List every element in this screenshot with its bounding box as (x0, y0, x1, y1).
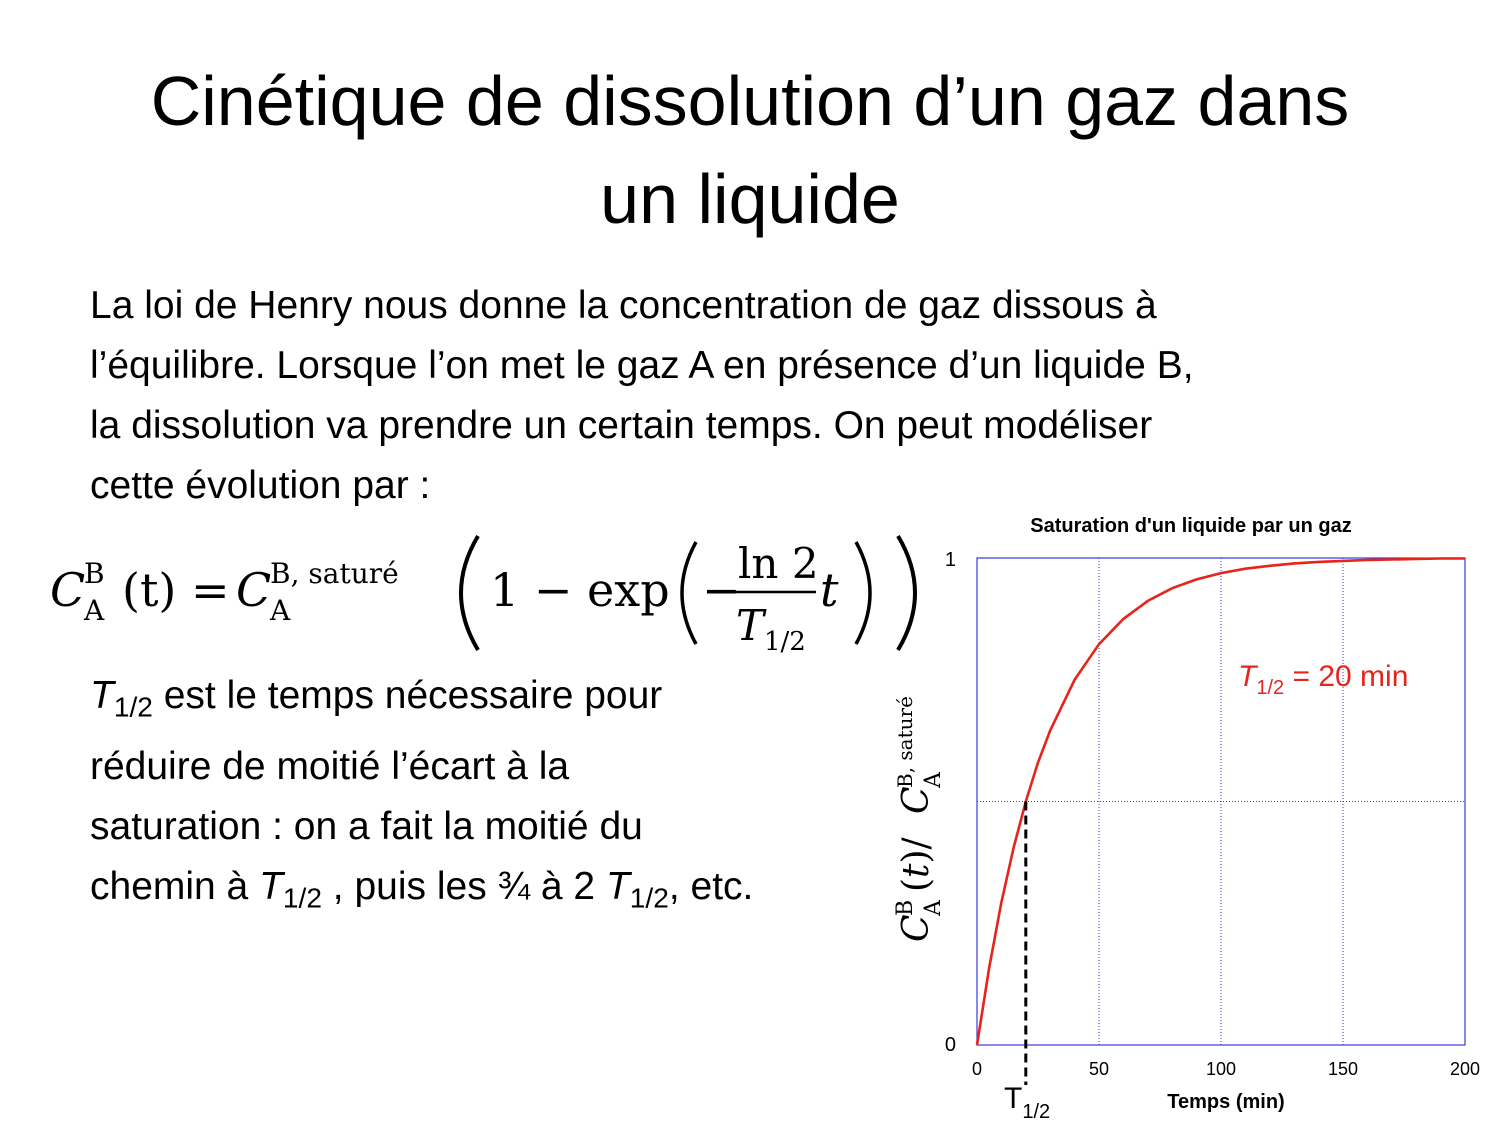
slide-title-line-2: un liquide (600, 160, 900, 238)
y-tick-labels (945, 549, 956, 1056)
desc-line-4-a: chemin à (90, 865, 260, 909)
formula-outer-paren-left (461, 536, 478, 650)
y-label-super-saturated: B, saturé (893, 696, 917, 788)
slide-title (0, 52, 1500, 248)
formula-one-minus-exp: 1 − exp (490, 563, 670, 617)
annotation-t: T (1238, 660, 1257, 693)
annotation-value: = 20 min (1284, 660, 1409, 693)
y-label-t-slash: (t)/ (896, 837, 937, 892)
annotation-sub: 1/2 (1256, 677, 1285, 699)
formula-super-saturated: B, saturé (270, 557, 399, 590)
desc-line-4 (90, 857, 870, 928)
desc-t-symbol-3: T (605, 865, 630, 909)
formula-denominator-sub: 1/2 (764, 627, 806, 657)
chart-title: Saturation d'un liquide par un gaz (1030, 515, 1352, 537)
intro-paragraph (90, 276, 1420, 516)
formula-numerator: ln 2 (738, 539, 819, 588)
axis-label-t: T (1004, 1082, 1023, 1115)
y-tick-label: 1 (944, 549, 956, 571)
x-tick-label: 50 (1088, 1059, 1110, 1079)
y-axis-label (893, 696, 946, 942)
formula-t-arg: (t) = (122, 563, 230, 617)
x-tick-label: 0 (971, 1059, 983, 1079)
henry-kinetics-formula (48, 528, 928, 658)
desc-line-4-b: , puis les ¾ à 2 (321, 865, 606, 909)
y-label-sub-a-2: A (921, 772, 946, 788)
saturation-chart (870, 500, 1490, 1125)
x-tick-labels (972, 1059, 1480, 1079)
formula-denominator-t: T (736, 601, 765, 650)
desc-t-sub-2: 1/2 (282, 882, 322, 914)
desc-line-1-text: est le temps nécessaire pour (152, 674, 663, 717)
y-label-sub-a: A (921, 900, 946, 916)
half-time-description (90, 666, 870, 929)
y-tick-label: 0 (944, 1034, 956, 1056)
saturation-chart-svg (870, 500, 1490, 1125)
desc-line-2: réduire de moitié l’écart à la (90, 745, 570, 789)
slide-title-line-1: Cinétique de dissolution d’un gaz dans (150, 62, 1350, 140)
formula-t-var: t (820, 563, 839, 617)
formula-sub-a-right: A (270, 594, 291, 627)
desc-line-3: saturation : on a fait la moitié du (90, 805, 643, 849)
formula-svg (48, 528, 928, 658)
x-tick-label: 150 (1327, 1059, 1359, 1079)
intro-line-4: cette évolution par : (90, 464, 431, 507)
formula-inner-paren-right (856, 542, 870, 644)
formula-super-b-left: B (84, 557, 105, 590)
intro-line-1: La loi de Henry nous donne la concentration de gaz dissous à (90, 284, 1157, 327)
intro-line-3: la dissolution va prendre un certain temps. On peut modéliser (90, 404, 1153, 447)
desc-t-symbol-2: T (259, 865, 283, 909)
formula-c-left: C (50, 563, 86, 617)
half-time-axis-label (1004, 1082, 1050, 1123)
x-tick-label: 200 (1449, 1059, 1481, 1079)
y-label-super-b: B (893, 899, 918, 916)
desc-t-sub: 1/2 (113, 691, 153, 723)
formula-sub-a-left: A (84, 594, 105, 627)
x-axis-label: Temps (min) (1167, 1091, 1285, 1113)
formula-minus-sign: − (702, 563, 741, 617)
formula-c-right: C (236, 563, 272, 617)
axis-label-sub: 1/2 (1022, 1101, 1051, 1123)
desc-t-symbol: T (90, 674, 114, 717)
desc-t-sub-3: 1/2 (629, 882, 669, 914)
y-label-c2: C (896, 786, 937, 814)
formula-inner-paren-left (682, 542, 696, 644)
desc-line-4-c: , etc. (668, 865, 754, 909)
x-tick-label: 100 (1205, 1059, 1237, 1079)
desc-line-1 (90, 666, 870, 737)
y-label-c1: C (896, 914, 937, 942)
intro-line-2: l’équilibre. Lorsque l’on met le gaz A en présence d’un liquide B, (90, 344, 1194, 387)
